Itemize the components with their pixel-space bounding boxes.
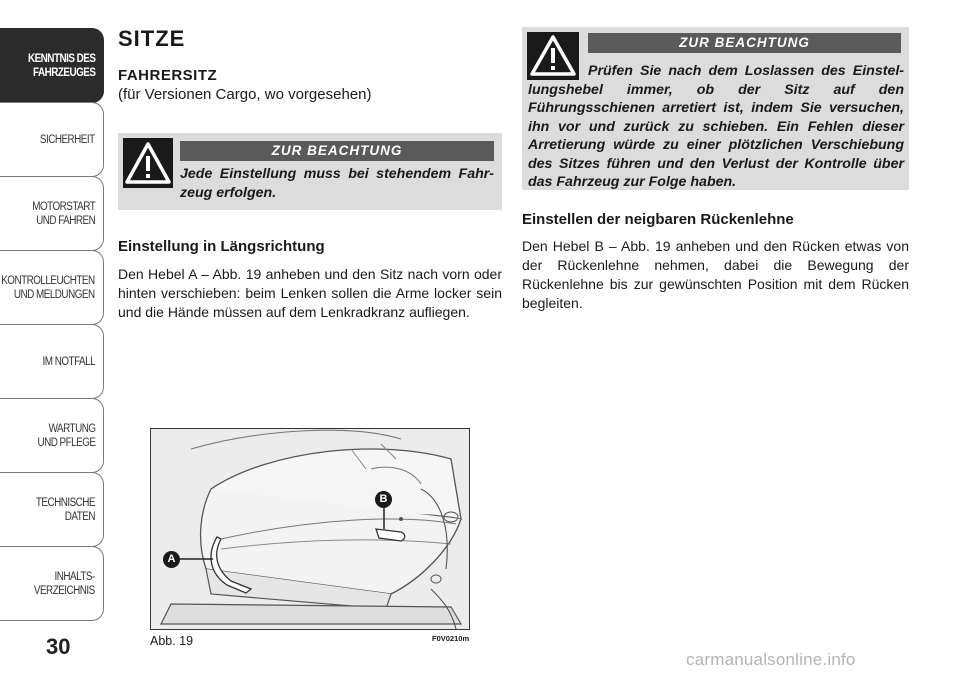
page-number: 30 (46, 634, 71, 659)
tab-sicherheit[interactable] (0, 102, 104, 177)
tab-label: TECHNISCHE DATEN (35, 496, 95, 523)
figure-code: F0V0210m (432, 634, 470, 643)
watermark: carmanualsonline.info (686, 650, 856, 669)
warning-header: ZUR BEACHTUNG (180, 141, 494, 161)
driver-seat-note: (für Versionen Cargo, wo vorgesehen) (118, 86, 372, 103)
callout-label-b (375, 491, 392, 508)
section-title: SITZE (118, 26, 186, 51)
label-b-text: B (379, 493, 388, 505)
warning-box-left (118, 133, 502, 210)
chapter-tabs (0, 28, 104, 621)
tab-im-notfall[interactable] (0, 324, 104, 399)
seat-drawing (151, 429, 470, 630)
warning-text: Prüfen Sie nach dem Loslassen des Einstel-lungshebel immer, ob der Sitz auf den Führungsschienen arretiert ist, indem Sie versuchen, ihn vor und zurück zu schieben. Ein Fehlen dieser Arretierung würde zu einer plötzlichen Verschiebung des Sitzes führen und den Verlust der Kontrolle über das Fahrzeug zur Folge haben. (528, 63, 904, 190)
tab-kenntnis-des-fahrzeuges[interactable] (0, 28, 104, 103)
longitudinal-text: Den Hebel A – Abb. 19 anheben und den Sitz nach vorn oder hinten verschieben: beim Lenken sollen die Arme locker sein und die Hände müssen auf dem Lenkradkranz aufliegen. (118, 266, 502, 320)
warning-box-right (522, 27, 909, 190)
tab-technische-daten[interactable] (0, 472, 104, 547)
label-a-text: A (167, 553, 176, 565)
backrest-heading: Einstellen der neigbaren Rückenlehne (522, 211, 794, 228)
tab-inhaltsverzeichnis[interactable] (0, 546, 104, 621)
tab-label: INHALTS- VERZEICHNIS (34, 570, 95, 597)
seat-illustration (150, 428, 470, 630)
tab-label: KONTROLLEUCHTEN UND MELDUNGEN (1, 274, 95, 301)
tab-label: KENNTNIS DES FAHRZEUGES (27, 52, 95, 79)
tab-motorstart[interactable] (0, 176, 104, 251)
figure-caption: Abb. 19 (150, 634, 194, 648)
warning-text: Jede Einstellung muss bei stehendem Fahr-zeug erfolgen. (180, 166, 494, 201)
warning-triangle-icon (123, 138, 173, 188)
warning-header: ZUR BEACHTUNG (588, 33, 901, 53)
backrest-text: Den Hebel B – Abb. 19 anheben und den Rücken etwas von der Rückenlehne nehmen, dabei die Bewegung der Rückenlehne bis zur gewünschten Position mit dem Rücken begleiten. (522, 238, 909, 311)
tab-wartung[interactable] (0, 398, 104, 473)
driver-seat-title: FAHRERSITZ (118, 67, 218, 84)
tab-label: MOTORSTART UND FAHREN (32, 200, 95, 227)
tab-label: SICHERHEIT (40, 133, 95, 146)
tab-label: WARTUNG UND PFLEGE (36, 422, 95, 449)
longitudinal-heading: Einstellung in Längsrichtung (118, 238, 325, 255)
tab-kontrolleuchten[interactable] (0, 250, 104, 325)
callout-label-a (163, 551, 180, 568)
tab-label: IM NOTFALL (42, 355, 95, 368)
